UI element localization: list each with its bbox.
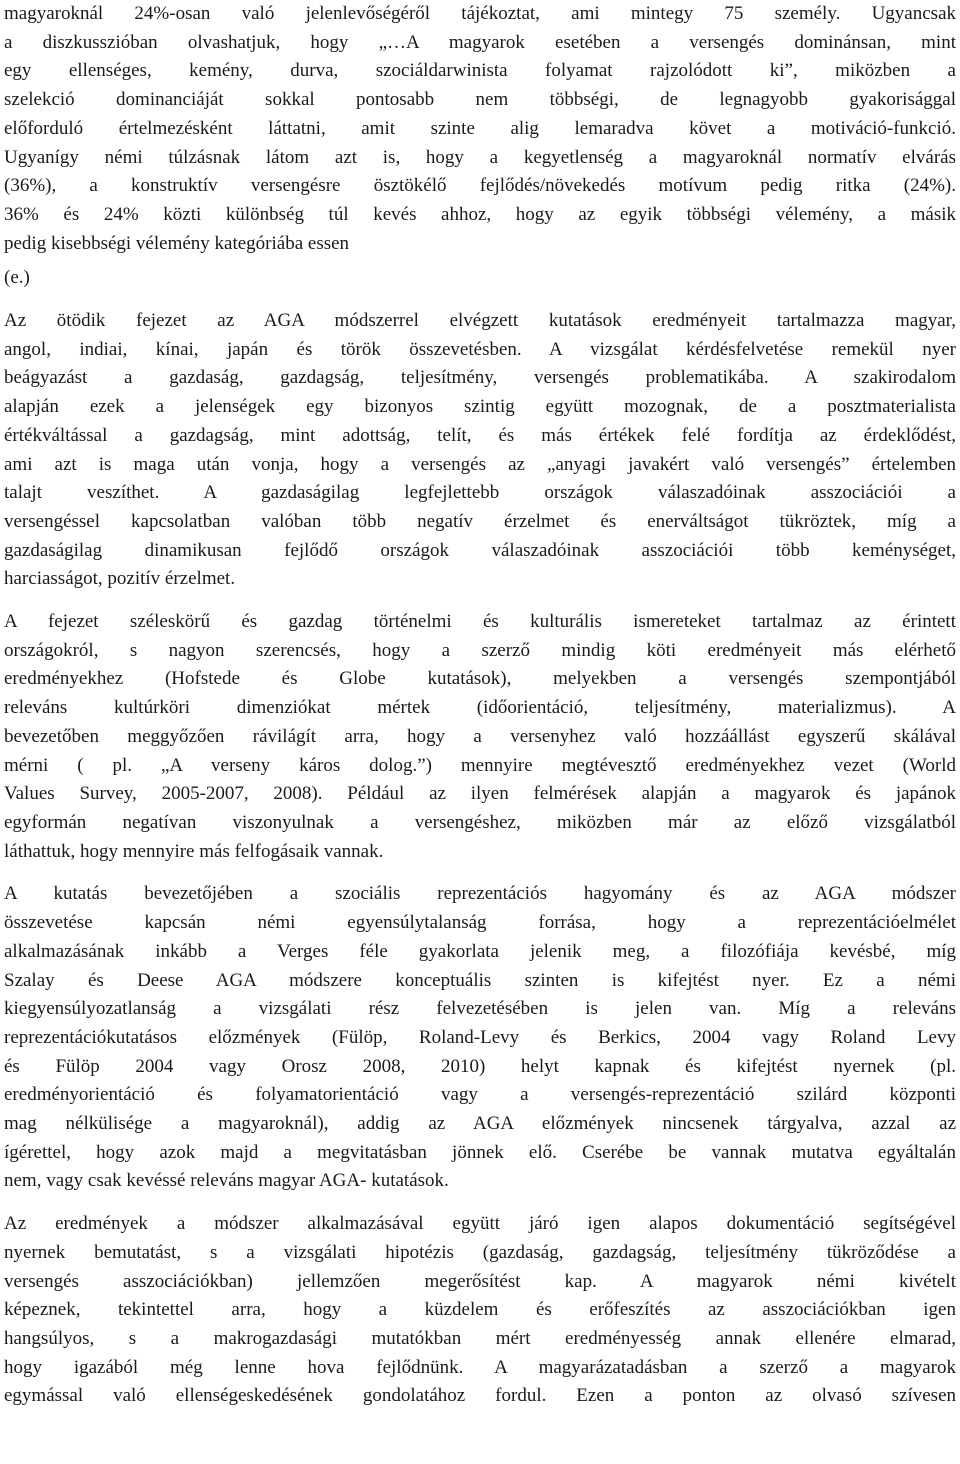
text-line: (36%), a konstruktív versengésre ösztökélő fejlődés/növekedés motívum pedig ritka (24%). [4,175,956,197]
text-line: harciasságot, pozitív érzelmet. [4,568,236,590]
text-line: magyaroknál 24%-osan való jelenlevőségéről tájékoztat, ami mintegy 75 személy. Ugyancsak [4,3,956,24]
text-line: egyformán negatívan viszonyulnak a versengéshez, miközben már az előző vizsgálatból [4,811,956,833]
paragraph-2 [4,264,956,293]
text-line: országokról, s nagyon szerencsés, hogy a szerző mindig köti eredményeit más elérhető [4,639,956,661]
text-line: Az ötödik fejezet az AGA módszerrel elvégzett kutatások eredményeit tartalmazza magyar, [4,310,956,332]
text-line: mérni ( pl. „A verseny káros dolog.”) mennyire megtévesztő eredményekhez vezet (World [4,754,956,776]
text-line: Ugyanígy némi túlzásnak látom azt is, hogy a kegyetlenség a magyaroknál normatív elvárás [4,146,956,168]
text-line: egy ellenséges, kemény, durva, szociáldarwinista folyamat rajzolódott ki”, miközben a [4,60,956,82]
text-line: hangsúlyos, s a makrogazdasági mutatókban mért eredményesség annak ellenére elmarad, [4,1327,956,1349]
text-line: ígérettel, hogy azok majd a megvitatásban jönnek elő. Cserébe be vannak mutatva egyáltalán [4,1141,956,1163]
paragraph-3 [4,307,956,594]
text-line: talajt veszíthet. A gazdaságilag legfejlettebb országok válaszadóinak asszociációi a [4,482,956,504]
text-line: nyernek bemutatást, s a vizsgálati hipotézis (gazdaság, gazdagság, teljesítmény tükröződése a [4,1241,956,1263]
text-line: A kutatás bevezetőjében a szociális reprezentációs hagyomány és az AGA módszer [4,883,956,905]
text-line: összevetése kapcsán némi egyensúlytalanság forrása, hogy a reprezentációelmélet [4,912,956,934]
text-line: Az eredmények a módszer alkalmazásával együtt járó igen alapos dokumentáció segítségével [4,1213,956,1235]
text-line: a diszkusszióban olvashatjuk, hogy „…A magyarok esetében a versengés dominánsan, mint [4,31,956,53]
text-line: egymással való ellenségeskedésének gondolatához fordul. Ezen a ponton az olvasó szívesen [4,1385,956,1407]
text-line: A fejezet széleskörű és gazdag történelmi és kulturális ismereteket tartalmaz az érintett [4,611,956,633]
text-line: Szalay és Deese AGA módszere konceptuális szinten is kifejtést nyer. Ez a némi [4,969,956,991]
text-line: versengéssel kapcsolatban valóban több negatív érzelmet és enerváltságot tükröztek, míg a [4,510,956,532]
text-line: pedig kisebbségi vélemény kategóriába essen [4,232,350,254]
paragraph-1 [4,0,956,258]
text-line: eredményorientáció és folyamatorientáció vagy a versengés-reprezentáció szilárd központi [4,1084,956,1106]
paragraph-6 [4,1210,956,1411]
text-line: képeznek, tekintettel arra, hogy a küzdelem és erőfeszítés az asszociációkban igen [4,1299,956,1321]
text-line: ami azt is maga után vonja, hogy a versengés az „anyagi javakért való versengés” értelemben [4,453,956,475]
text-line: láthattuk, hogy mennyire más felfogásaik vannak. [4,840,384,862]
paragraph-5 [4,880,956,1196]
text-line: alapján ezek a jelenségek egy bizonyos szintig együtt mozognak, de a posztmaterialista [4,396,956,418]
text-line: alkalmazásának inkább a Verges féle gyakorlata jelenik meg, a filozófiája kevésbé, míg [4,940,956,962]
text-line: 36% és 24% közti különbség túl kevés ahhoz, hogy az egyik többségi vélemény, a másik [4,203,956,225]
paragraph-4 [4,608,956,866]
text-line: beágyazást a gazdaság, gazdagság, teljesítmény, versengés problematikába. A szakirodalom [4,367,956,389]
text-line: angol, indiai, kínai, japán és török összevetésben. A vizsgálat kérdésfelvetése remekül nyer [4,338,956,360]
text-line: mag nélkülisége a magyaroknál), addig az AGA előzmények nincsenek tárgyalva, azzal az [4,1113,956,1135]
text-line: versengés asszociációkban) jellemzően megerősítést kap. A magyarok némi kivételt [4,1270,956,1292]
text-line: nem, vagy csak kevéssé releváns magyar AGA- kutatások. [4,1170,449,1192]
text-line: értékváltással a gazdagság, mint adottság, telít, és más értékek felé fordítja az érdeklődést, [4,424,956,446]
text-line: releváns kultúrköri dimenziókat mértek (időorientáció, teljesítmény, materializmus). A [4,697,956,719]
text-line: eredményekhez (Hofstede és Globe kutatások), melyekben a versengés szempontjából [4,668,956,690]
text-line: előforduló értelmezésként láttatni, amit szinte alig lemaradva követ a motiváció-funkció. [4,117,956,139]
text-line: és Fülöp 2004 vagy Orosz 2008, 2010) helyt kapnak és kifejtést nyernek (pl. [4,1055,956,1077]
text-line: kiegyensúlyozatlanság a vizsgálati rész felvezetésében is jelen van. Míg a releváns [4,998,956,1020]
text-line: bevezetőben meggyőzően rávilágít arra, hogy a versenyhez való hozzáállást egyszerű skálával [4,725,956,747]
text-line: szelekció dominanciáját sokkal pontosabb nem többségi, de legnagyobb gyakorisággal [4,89,956,111]
text-line: Values Survey, 2005-2007, 2008). Például az ilyen felmérések alapján a magyarok és japánok [4,783,956,805]
text-line: gazdaságilag dinamikusan fejlődő országok válaszadóinak asszociációi több keménységet, [4,539,956,561]
text-line: reprezentációkutatásos előzmények (Fülöp, Roland-Levy és Berkics, 2004 vagy Roland Levy [4,1026,956,1048]
text-line: hogy igazából még lenne hova fejlődnünk. A magyarázatadásban a szerző a magyarok [4,1356,956,1378]
document-page [4,0,956,1411]
text-line: (e.) [4,267,30,289]
